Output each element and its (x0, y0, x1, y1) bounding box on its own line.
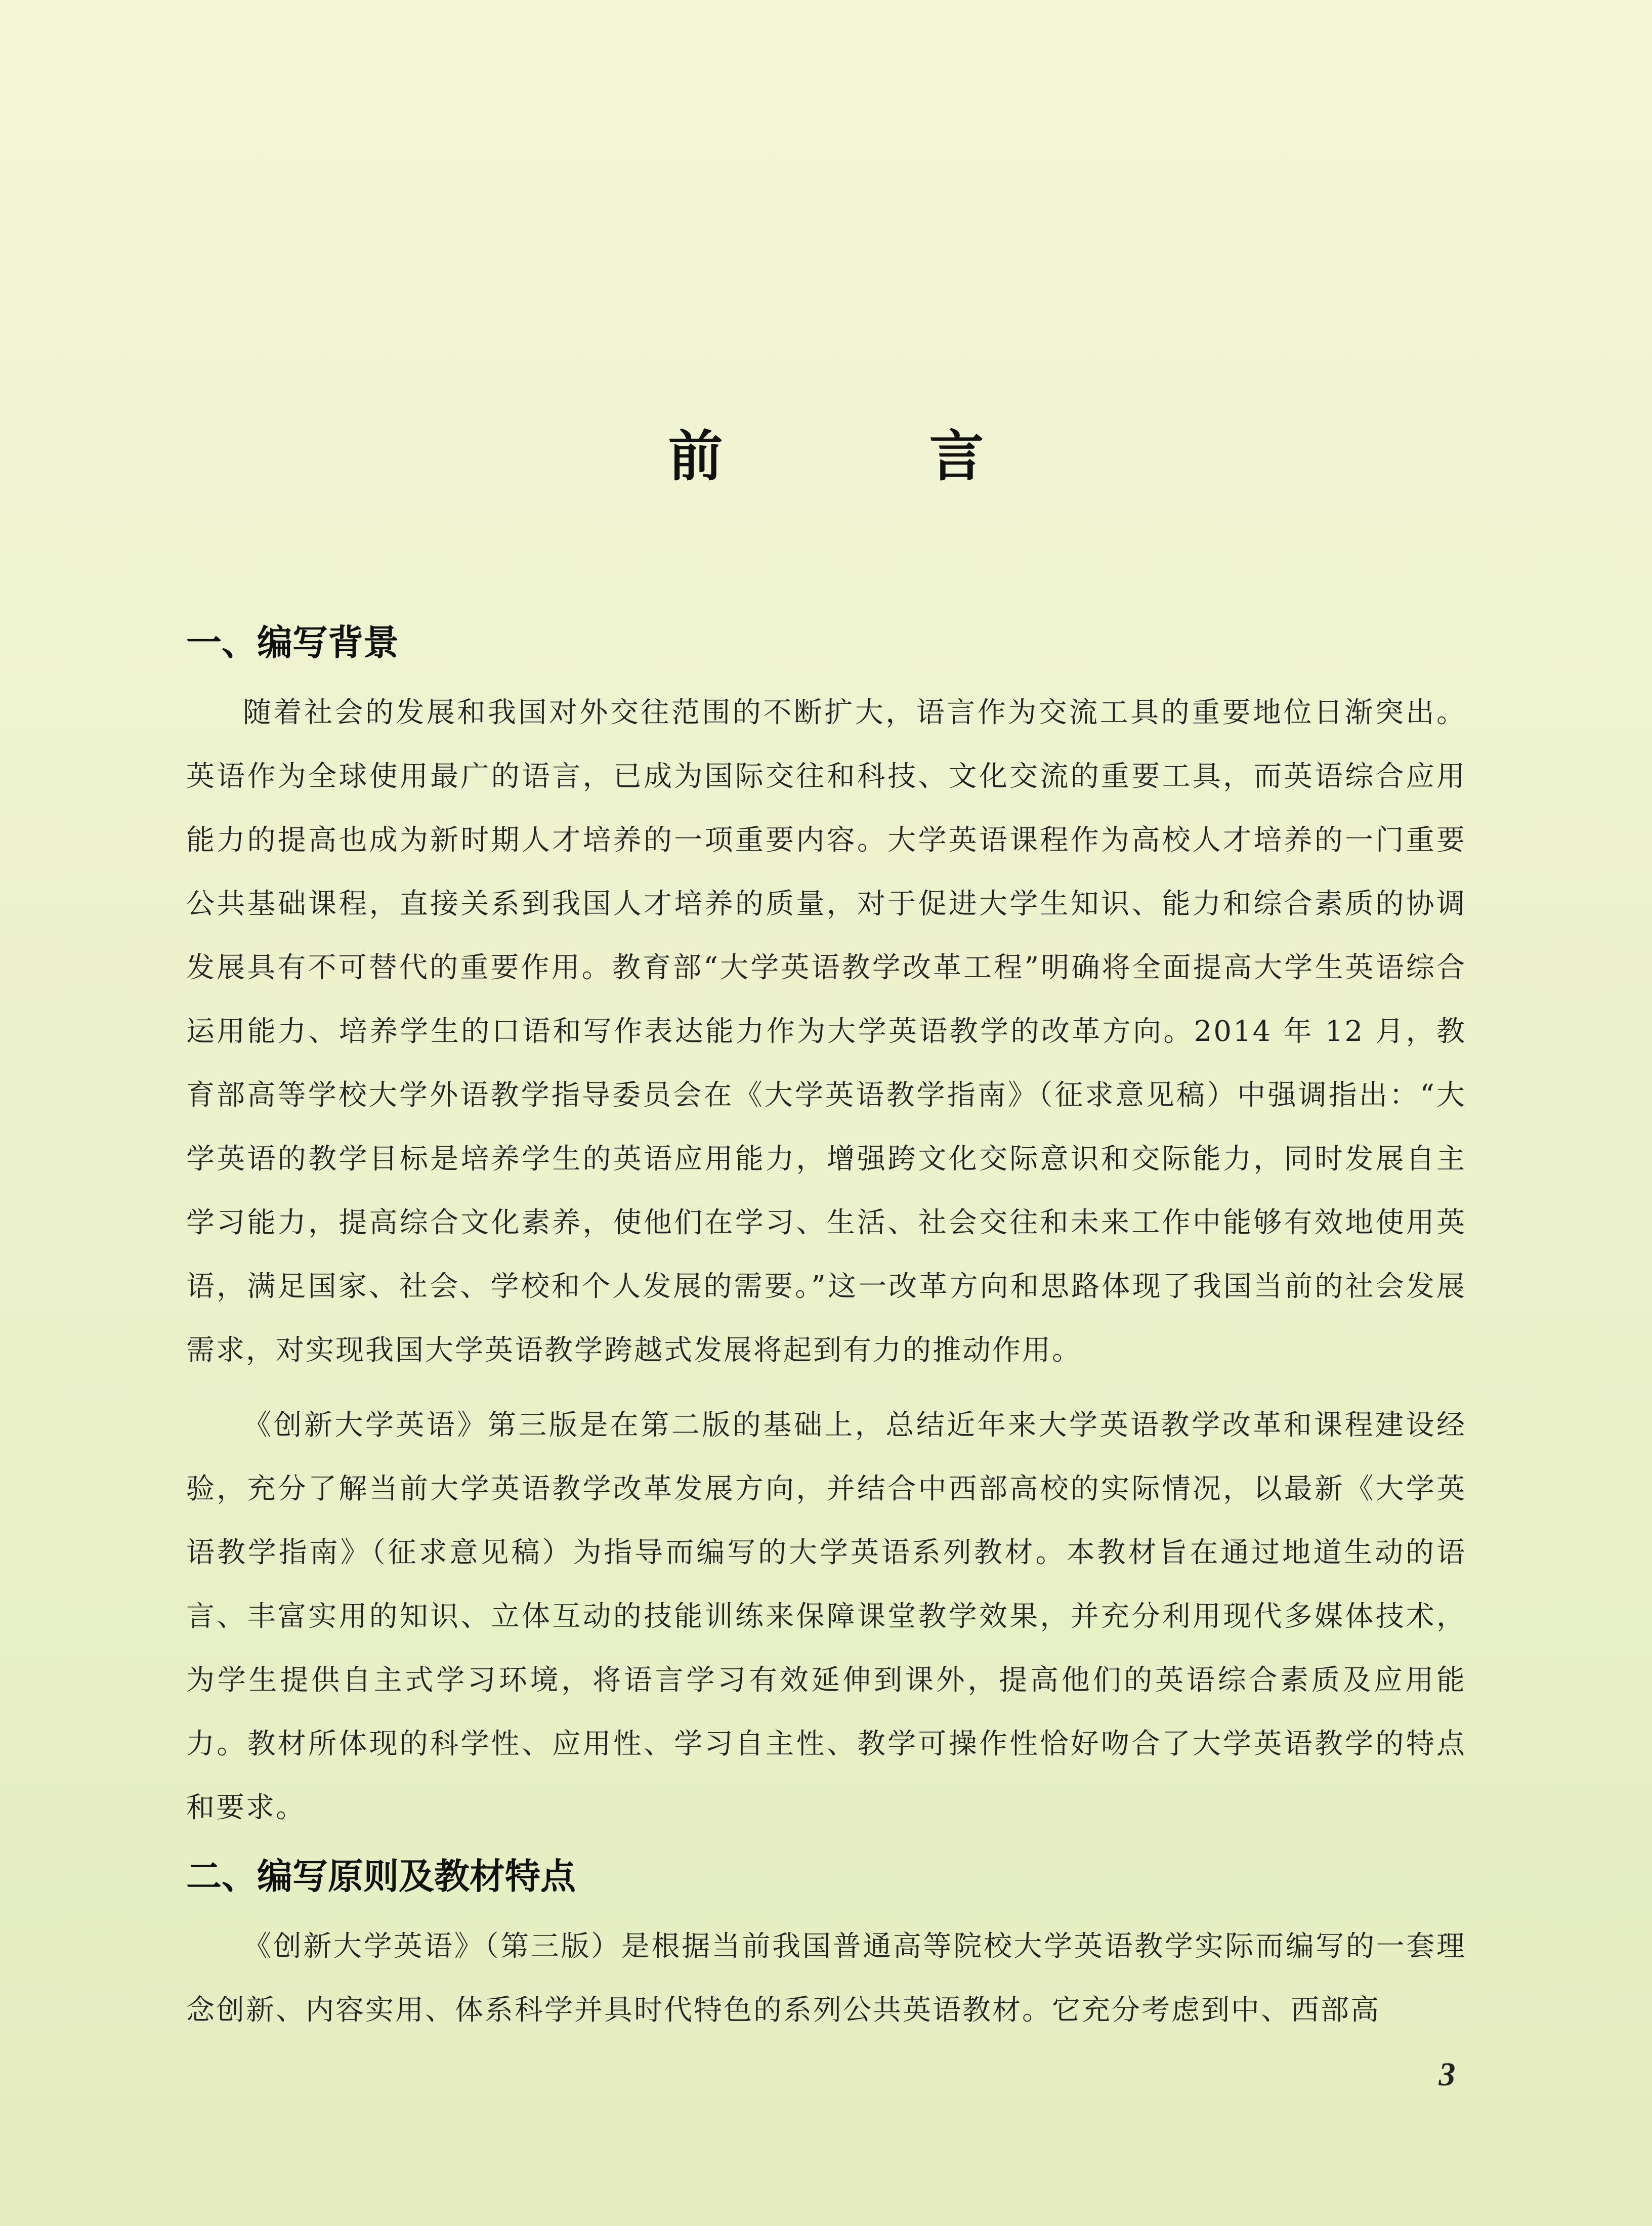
page-content (186, 617, 1466, 2042)
page-title: 前 言 (668, 425, 1060, 489)
paragraph: 《创新大学英语》（第三版）是根据当前我国普通高等院校大学英语教学实际而编写的一套理念创新、内容实用、体系科学并具时代特色的系列公共英语教材。它充分考虑到中、西部高 (186, 1930, 1466, 2027)
paragraph: 随着社会的发展和我国对外交往范围的不断扩大，语言作为交流工具的重要地位日渐突出。英语作为全球使用最广的语言，已成为国际交往和科技、文化交流的重要工具，而英语综合应用能力的提高也成为新时期人才培养的一项重要内容。大学英语课程作为高校人才培养的一门重要公共基础课程，直接关系到我国人才培养的质量，对于促进大学生知识、能力和综合素质的协调发展具有不可替代的重要作用。教育部“大学英语教学改革工程”明确将全面提高大学生英语综合运用能力、培养学生的口语和写作表达能力作为大学英语教学的改革方向。2014 年 12 月，教育部高等学校大学外语教学指导委员会在《大学英语教学指南》（征求意见稿）中强调指出：“大学英语的教学目标是培养学生的英语应用能力，增强跨文化交际意识和交际能力，同时发展自主学习能力，提高综合文化素养，使他们在学习、生活、社会交往和未来工作中能够有效地使用英语，满足国家、社会、学校和个人发展的需要。”这一改革方向和思路体现了我国当前的社会发展需求，对实现我国大学英语教学跨越式发展将起到有力的推动作用。 (186, 696, 1466, 1367)
section-heading: 一、编写背景 (186, 622, 399, 663)
page-number: 3 (1438, 2056, 1456, 2093)
section-principles (186, 1851, 1466, 2042)
section-heading: 二、编写原则及教材特点 (186, 1856, 576, 1897)
paragraph: 《创新大学英语》第三版是在第二版的基础上，总结近年来大学英语教学改革和课程建设经验，充分了解当前大学英语教学改革发展方向，并结合中西部高校的实际情况，以最新《大学英语教学指南》（征求意见稿）为指导而编写的大学英语系列教材。本教材旨在通过地道生动的语言、丰富实用的知识、立体互动的技能训练来保障课堂教学效果，并充分利用现代多媒体技术，为学生提供自主式学习环境，将语言学习有效延伸到课外，提高他们的英语综合素质及应用能力。教材所体现的科学性、应用性、学习自主性、教学可操作性恰好吻合了大学英语教学的特点和要求。 (186, 1409, 1466, 1824)
section-background (186, 617, 1466, 1840)
